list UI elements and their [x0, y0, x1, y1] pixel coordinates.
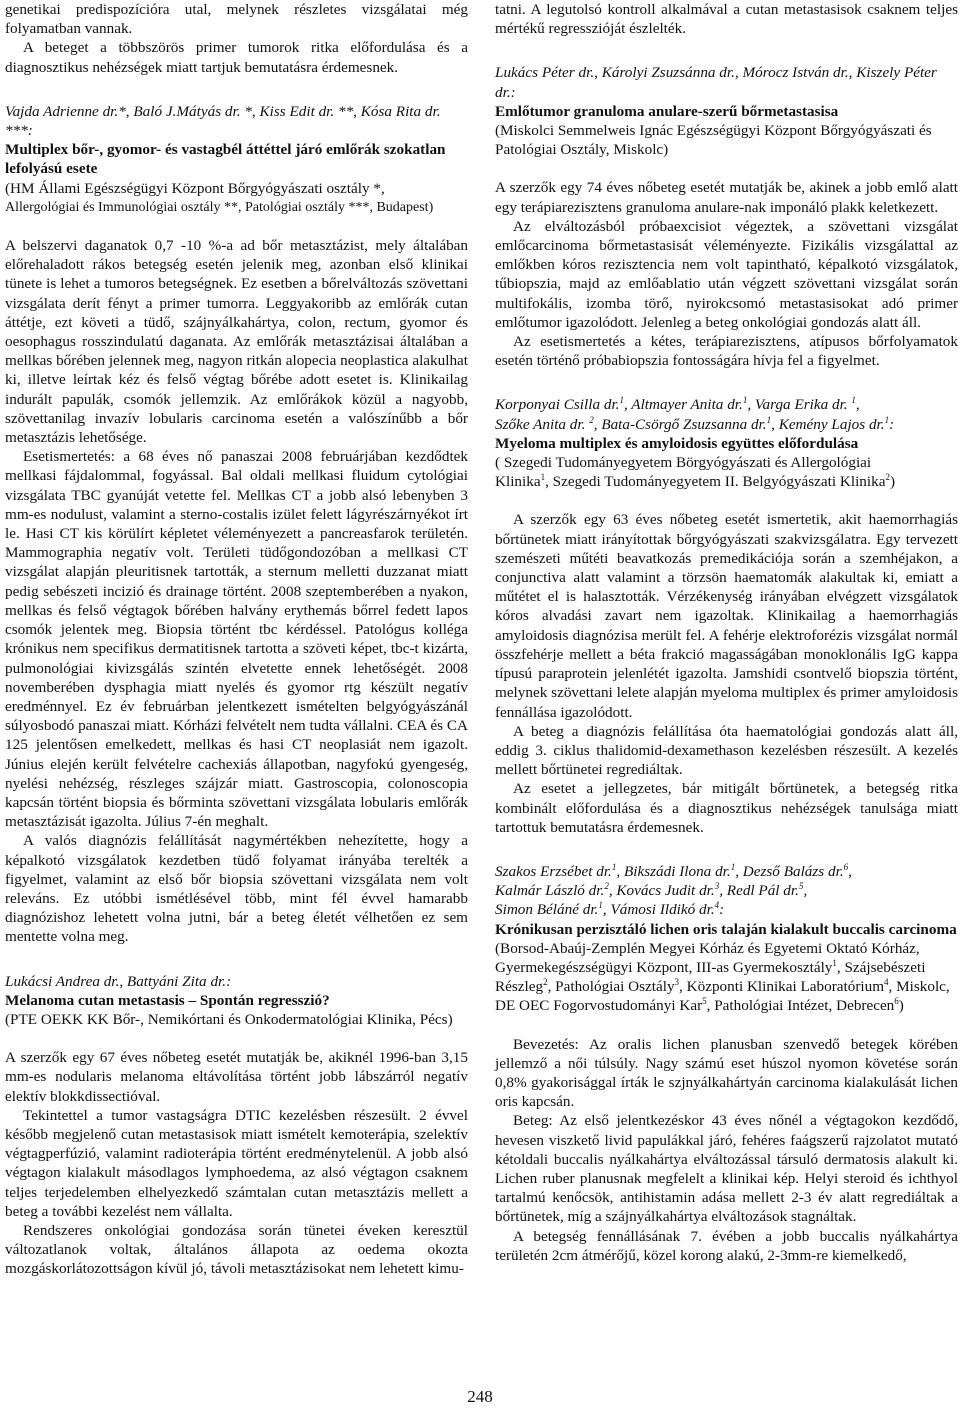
body-paragraph: Az elváltozásból próbaexcisiot végeztek, a szövettani vizsgálat emlőcarcinoma bőrmetastasisát véleményezte. Fizikális vizsgálattal az emlőkben kóros rezisztencia nem volt tapintható, képalkotó vizsgálatok, tűbiopszia, majd az emlőablatio után végzett szövettani vizsgálat során multifokális, izomba törő, nyirokcsomó metastasisokat adó primer emlőtumor igazolódott. Jelenleg a beteg onkológiai gondozás alatt áll. [495, 217, 958, 331]
abstract-title: Myeloma multiplex és amyloidosis együttes előfordulása [495, 434, 859, 452]
body-paragraph: A szerzők egy 63 éves nőbeteg esetét ismertetik, akit haemorrhagiás bőrtünetek miatt irányítottak bőrgyógyászati szakvizsgálatra. Egy tervezett szemészeti műtéti beavatkozás premedikációja során a szemhéjakon, a conjunctiva alatt valamint a törzsön haematomák alakultak ki, emiatt a műtétet el is halasztották. Vérzékenység irányában elvégzett vizsgálatok kóros alvadási zavart nem igazoltak. Klinikailag a haemorrhagiás amyloidosis diagnózisa merült fel. A fehérje elektroforézis vizsgálat normál összfehérje mellett a béta frakció magasságában monoklonális IgG kappa típusú paraprotein jelenlétét igazolta. Jamshidi csontvelő biopszia történt, melynek szövettani lelete alapján myeloma multiplex és primer amyloidosis fennállása igazolódott. [495, 511, 958, 721]
body-paragraph: A szerzők egy 67 éves nőbeteg esetét mutatják be, akiknél 1996-ban 3,15 mm-es nodularis melanoma eltávolítása történt jobb lábszárról negatív elektív blokkdissectióval. [5, 1049, 468, 1105]
body-paragraph: Tekintettel a tumor vastagságra DTIC kezelésben részesült. 2 évvel később megjelenő cutan metastasisok miatt ismételt kemoterápia, szelektív végtagperfúzió, valamint radioterápia történt eredménytelenül. A jobb alsó végtagon kialakult másodlagos lymphoedema, az alsó végtagon csaknem teljes terjedelemben elhelyezkedő számtalan cutan metasztázis mellett a beteg a további kezelést nem vállalta. [5, 1106, 468, 1220]
body-paragraph: genetikai predispozícióra utal, melynek részletes vizsgálatai még folyamatban vannak. [5, 1, 468, 38]
body-paragraph: Bevezetés: Az oralis lichen planusban szenvedő betegek körében jellemző a női túlsúly. Nagy számú eset húszol nyomon követése során 0,8% gyakorisággal írták le szjnyálkahártyán carcinoma kialakulását lichen oris kapcsán. [495, 1035, 958, 1111]
institution: Klinika$^1$, Szegedi Tudományegyetem II. Belgyógyászati Klinika$^2$) [495, 472, 896, 491]
institution: (HM Állami Egészségügyi Központ Bőrgyógyászati osztály *, [5, 179, 385, 197]
abstract-title: Emlőtumor granuloma anulare-szerű bőrmetastasisa [495, 102, 839, 120]
institution: (PTE OEKK KK Bőr-, Nemikórtani és Onkodermatológiai Klinika, Pécs) [5, 1010, 453, 1028]
page-number: 248 [467, 1387, 493, 1406]
abstract-melanoma-regression [5, 972, 468, 1279]
body-paragraph: A belszervi daganatok 0,7 -10 %-a ad bőr metasztázist, mely általában előrehaladott rákos betegség esetén jelenik meg, azonban első klinikai tünete is lehet a tumoros betegségnek. Ez esetben a bőrelváltozás szövettani vizsgálata derít fényt a primer tumorra. Leggyakoribb az emlőrák cutan áttétje, ezt követi a tüdő, szájnyálkahártya, colon, rectum, gyomor és oesophagus rosszindulatú daganata. Az emlőrák metasztázisai általában a mellkas bőrében jelennek meg, nagyon ritkán alopecia neoplastica alakulhat ki, illetve leírtak kéz és felső végtag bőrébe adott esetet is. Klinikailag indurált papulák, csomók jellemzik. Az emlőrákok közül a nagyobb, szövettanilag invazív lobularis carcinoma esetén a valószínűbb a bőr metasztázis lehetősége. [5, 237, 468, 447]
body-paragraph: Az esetismertetés a kétes, terápiarezisztens, atípusos bőrfolyamatok esetén történő próbabiopszia fontosságára hívja fel a figyelmet. [495, 333, 958, 370]
abstract-lichen-oris-carcinoma [495, 862, 958, 1265]
body-paragraph: Az esetet a jellegzetes, bár mitigált bőrtünetek, a betegség ritka kombinált előfordulása és a diagnosztikus nehézségek tanulsága miatt tartottuk bemutatásra érdemesnek. [495, 780, 958, 836]
abstract-multiplex-metastasis [5, 102, 468, 947]
institution: ( Szegedi Tudományegyetem Börgyógyászati és Allergológiai [495, 454, 872, 472]
body-paragraph: Beteg: Az első jelentkezéskor 43 éves nőnél a végtagokon kezdődő, hevesen viszkető livid papulákkal járó, fehéres faágszerű rajzolatot mutató kétoldali buccalis nyálkahártya elváltozással társuló dermatosis alakult ki. Lichen ruber planusnak megfelelt a klinikai kép. Helyi steroid és ichthyol tartalmú kenőcsök, antihistamin adása mellett 2-3 év alatt regrediáltak a bőrtünetek, míg a szájnyálkahártya elváltozások stagnáltak. [495, 1112, 958, 1226]
abstract-title: Krónikusan perzisztáló lichen oris talaján kialakult buccalis carcinoma [495, 920, 957, 938]
institution: (Miskolci Semmelweis Ignác Egészségügyi Központ Bőrgyógyászati és Patológiai Osztály, Miskolc) [495, 122, 932, 159]
author-list: Korponyai Csilla dr.$^1$, Altmayer Anita dr.$^1$, Varga Erika dr. $^1$, Szőke Anita dr. $^2$, Bata-Csörgő Zsuzsanna dr.$^1$, Kemény Lajos dr.$^1$: [495, 395, 895, 433]
body-paragraph: A beteg a diagnózis felállítása óta haematológiai gondozás alatt áll, eddig 3. ciklus thalidomid-dexamethason kezelésben részesült. A kezelés mellett bőrtünetei regrediáltak. [495, 722, 958, 779]
right-column [495, 0, 958, 1265]
institution: (Borsod-Abaúj-Zemplén Megyei Kórház és Egyetemi Oktató Kórház, Gyermekegészségügyi Központ, III-as Gyermekosztály$^1$, Szájsebészeti Részleg$^2$, Pathológiai Osztály$^3$, Központi Klinikai Laboratórium$^4$, Miskolc, DE OEC Fogorvostudományi Kar$^5$, Pathológiai Intézet, Debrecen$^6$) [495, 939, 950, 1015]
body-paragraph: tatni. A legutolsó kontroll alkalmával a cutan metastasisok csaknem teljes mértékű regresszióját észlelték. [495, 1, 958, 38]
body-paragraph: A valós diagnózis felállítását nagymértékben nehezítette, hogy a képalkotó vizsgálatok kezdetben tüdő folyamat irányába terelték a figyelmet, valamint az első bőr biopsia szövettani vizsgálata nem volt releváns. Ez utóbbi ismétlésével több, mint fél évvel hamarabb diagnózishoz lehetett volna jutni, bár a beteg életét vélhetően ez sem mentette volna meg. [5, 832, 468, 946]
author-list: Lukácsi Andrea dr., Battyáni Zita dr.: [5, 972, 232, 990]
institution: Allergológiai és Immunológiai osztály **, Patológiai osztály ***, Budapest) [5, 199, 434, 215]
author-list: Lukács Péter dr., Károlyi Zsuzsánna dr., Mórocz István dr., Kiszely Péter dr.: [495, 64, 937, 101]
body-paragraph: Rendszeres onkológiai gondozása során tünetei éveken keresztül változatlanok voltak, általános állapota az oedema okozta mozgáskorlátozottságon kívül jó, távoli metasztázisokat nem lehetett kimu- [5, 1221, 468, 1278]
abstract-granuloma-anulare [495, 63, 958, 370]
body-paragraph: A szerzők egy 74 éves nőbeteg esetét mutatják be, akinek a jobb emlő alatt egy terápiarezisztens granuloma anulare-nak imponáló plakk keletkezett. [495, 179, 958, 216]
body-paragraph: A betegség fennállásának 7. évében a jobb buccalis nyálkahártya területén 2cm átmérőjű, közel korong alakú, 2-3mm-re kiemelkedő, [495, 1227, 958, 1264]
abstract-title: Melanoma cutan metastasis – Spontán regresszió? [5, 991, 330, 1009]
left-column [5, 0, 468, 1279]
author-list: Szakos Erzsébet dr.$^1$, Bikszádi Ilona dr.$^1$, Dezső Balázs dr.$^6$, Kalmár László dr.$^2$, Kovács Judit dr.$^3$, Redl Pál dr.$^5$, Simon Béláné dr.$^1$, Vámosi Ildikó dr.$^4$: [495, 861, 852, 919]
abstract-myeloma-amyloidosis [495, 395, 958, 836]
body-paragraph: Esetismertetés: a 68 éves nő panaszai 2008 februárjában kezdődtek mellkasi fájdalommal, fogyással. Bal oldali mellkasi fluidum cytológiai vizsgálata TBC gyanúját vetette fel. Mellkas CT a jobb alsó lebenyben 3 mm-es nodulust, valamint a sterno-costalis izület felett lágyrészárnyékot írt le. Hasi CT kis körülírt képletet véleményezett a pancreasfarok területén. Mammographia negatív volt. Területi tüdőgondozóban a mellkasi CT vizsgálat alapján pleuritisnek tartották, a sternum melletti duzzanat miatt pedig sebészeti incizió és drainage történt. 2008 szeptemberében a nyakon, mellkas és felső végtagok bőrében halvány erythemás bőrrel fedett lapos csomók jelentek meg. Biopsia történt tbc kérdéssel. Patológus kolléga krónikus nem specifikus dermatitisnek tartotta a szöveti képet, tbc-t kizárta, pulmonológiai kivizsgálás szintén elvetette ennek lehetőségét. 2008 novemberében dysphagia miatt nyelés és gyomor rtg készült negatív eredménnyel. Ez év februárban jelentkezett ismételten belgyógyászánál súlyosbodó panaszai miatt. Kórházi felvételt nem tudta vállalni. CEA és CA 125 jelentősen emelkedett, mellkas és hasi CT neoplasiát nem igazolt. Június elején került felvételre cachexiás állapotban, nagyfokú gyengeség, nyelési nehézség, részleges szájzár miatt. Gastroscopia, colonoscopia kapcsán történt biopsia és bőrminta szövettani vizsgálata lobularis emlőrák metasztázisát igazolta. Július 7-én meghalt. [5, 448, 468, 831]
abstract-title: Multiplex bőr-, gyomor- és vastagbél áttéttel járó emlőrák szokatlan lefolyású esete [5, 141, 446, 178]
author-list: Vajda Adrienne dr.*, Baló J.Mátyás dr. *, Kiss Edit dr. **, Kósa Rita dr. ***: [5, 102, 441, 140]
body-paragraph: A beteget a többszörös primer tumorok ritka előfordulása és a diagnosztikus nehézségek miatt tartjuk bemutatásra érdemesnek. [5, 39, 468, 76]
